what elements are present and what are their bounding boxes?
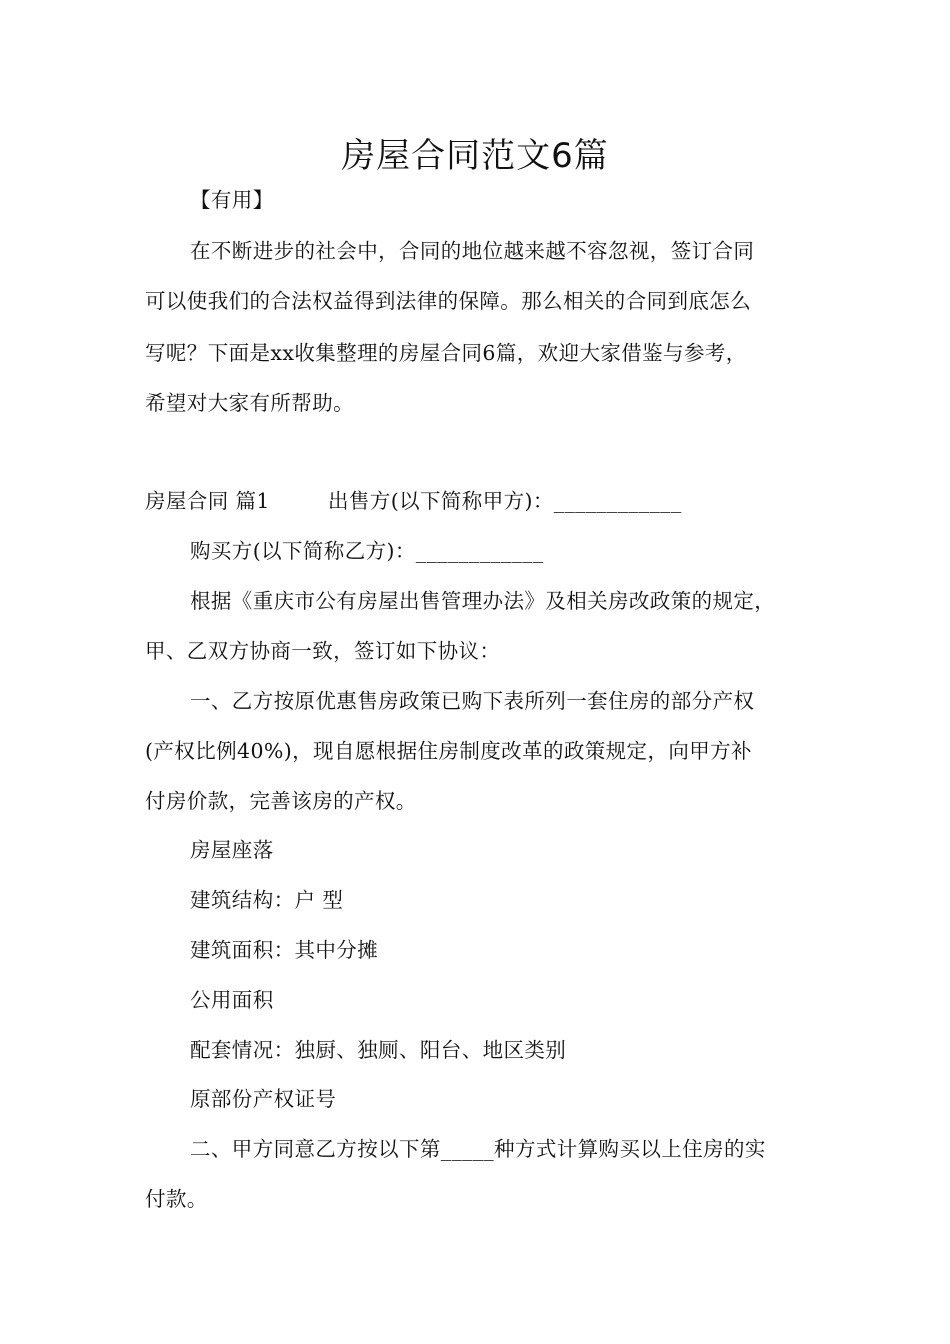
clause2-line-1: 二、甲方同意乙方按以下第_____种方式计算购买以上住房的实 (190, 1137, 766, 1161)
clause1-line-1: 一、乙方按原优惠售房政策已购下表所列一套住房的部分产权 (190, 689, 755, 713)
clause1-line-2: (产权比例40%)，现自愿根据住房制度改革的政策规定，向甲方补 (145, 739, 752, 763)
field-public-area: 公用面积 (190, 988, 274, 1012)
intro-line-1: 在不断进步的社会中，合同的地位越来越不容忽视，签订合同 (190, 239, 755, 263)
document-title: 房屋合同范文6篇 (341, 136, 609, 176)
intro-line-3: 写呢？下面是xx收集整理的房屋合同6篇，欢迎大家借鉴与参考， (145, 341, 747, 365)
section-heading: 房屋合同 篇1 (145, 489, 270, 513)
field-location: 房屋座落 (190, 838, 274, 862)
field-facilities: 配套情况：独厨、独厕、阳台、地区类别 (190, 1038, 567, 1062)
field-structure: 建筑结构：户 型 (190, 888, 344, 912)
field-certificate: 原部份产权证号 (190, 1087, 337, 1111)
clause2-line-2: 付款。 (145, 1187, 208, 1211)
para1-line-1: 根据《重庆市公有房屋出售管理办法》及相关房改政策的规定， (190, 589, 776, 613)
buyer-line: 购买方(以下简称乙方)：____________ (190, 539, 544, 563)
clause1-line-3: 付房价款，完善该房的产权。 (145, 789, 417, 813)
field-area: 建筑面积：其中分摊 (190, 938, 379, 962)
seller-line: 出售方(以下简称甲方)：____________ (328, 489, 682, 513)
tag-label: 【有用】 (190, 188, 274, 212)
para1-line-2: 甲、乙双方协商一致，签订如下协议： (145, 639, 501, 663)
intro-line-4: 希望对大家有所帮助。 (145, 391, 354, 415)
intro-line-2: 可以使我们的合法权益得到法律的保障。那么相关的合同到底怎么 (145, 289, 752, 313)
